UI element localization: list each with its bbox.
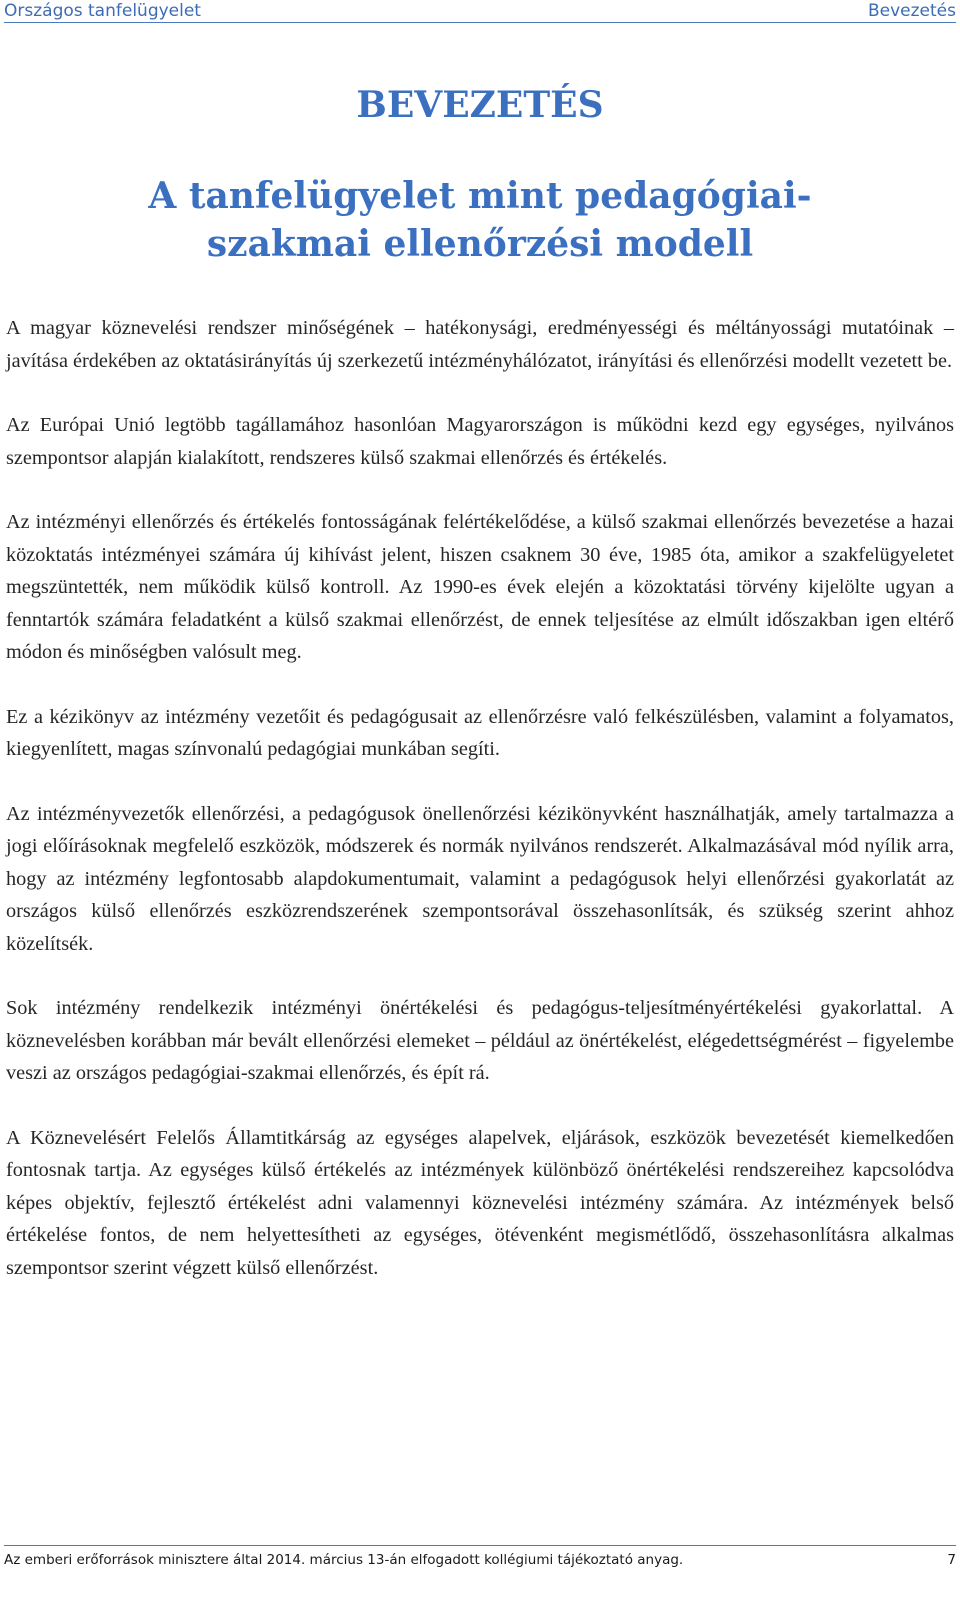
paragraph: Sok intézmény rendelkezik intézményi önértékelési és pedagógus-teljesítményértékelési gyakorlattal. A köznevelésben korábban már bevált ellenőrzési elemeket – például az önértékelést, elégedettségmérést – figyelembe veszi az országos pedagógiai-szakmai ellenőrzés, és épít rá. xyxy=(6,997,954,1084)
running-header xyxy=(4,0,956,23)
page-number: 7 xyxy=(947,1552,956,1568)
header-left-text: Országos tanfelügyelet xyxy=(4,1,201,21)
paragraph: A magyar köznevelési rendszer minőségének – hatékonysági, eredményességi és méltányossági mutatóinak – javítása érdekében az oktatásirányítás új szerkezetű intézményhálózatot, irányítási és ellenőrzési modellt vezetett be. xyxy=(6,317,954,372)
paragraph: Az Európai Unió legtöbb tagállamához hasonlóan Magyarországon is működni kezd egy egységes, nyilvános szempontsor alapján kialakított, rendszeres külső szakmai ellenőrzés és értékelés. xyxy=(6,414,954,469)
footer-text: Az emberi erőforrások minisztere által 2014. március 13-án elfogadott kollégiumi tájékoztató anyag. xyxy=(4,1552,684,1568)
body-text xyxy=(6,312,954,1316)
page-subtitle: A tanfelügyelet mint pedagógiai-szakmai ellenőrzési modell xyxy=(148,175,812,265)
running-footer xyxy=(4,1545,956,1570)
paragraph: A Köznevelésért Felelős Államtitkárság az egységes alapelvek, eljárások, eszközök bevezetését kiemelkedően fontosnak tartja. Az egységes külső értékelés az intézmények különböző önértékelési rendszereihez kapcsolódva képes objektív, fejlesztő értékelést adni valamennyi köznevelési intézmény számára. Az intézmények belső értékelése fontos, de nem helyettesítheti az egységes, ötévenként megismétlődő, összehasonlításra alkalmas szempontsor szerint végzett külső ellenőrzést. xyxy=(6,1126,954,1279)
paragraph: Ez a kézikönyv az intézmény vezetőit és pedagógusait az ellenőrzésre való felkészülésben, valamint a folyamatos, kiegyenlített, magas színvonalú pedagógiai munkában segíti. xyxy=(6,705,954,760)
paragraph: Az intézményi ellenőrzés és értékelés fontosságának felértékelődése, a külső szakmai ellenőrzés bevezetése a hazai közoktatás intézményei számára új kihívást jelent, hiszen csaknem 30 éve, 1985 óta, amikor a szakfelügyeletet megszüntették, nem működik külső kontroll. Az 1990-es évek elején a közoktatási törvény kijelölte ugyan a fenntartók számára feladatként a külső szakmai ellenőrzést, de ennek teljesítése az elmúlt időszakban igen eltérő módon és minőségben valósult meg. xyxy=(6,511,954,663)
paragraph: Az intézményvezetők ellenőrzési, a pedagógusok önellenőrzési kézikönyvként használhatják, amely tartalmazza a jogi előírásoknak megfelelő eszközök, módszerek és normák nyilvános rendszerét. Alkalmazásával mód nyílik arra, hogy az intézmény legfontosabb alapdokumentumait, valamint a pedagógusok helyi ellenőrzési gyakorlatát az országos külső ellenőrzés eszközrendszerének szempontsorával összehasonlítsák, és szükség szerint ahhoz közelítsék. xyxy=(6,802,954,955)
page-title: BEVEZETÉS xyxy=(356,84,604,126)
header-right-text: Bevezetés xyxy=(867,1,956,21)
